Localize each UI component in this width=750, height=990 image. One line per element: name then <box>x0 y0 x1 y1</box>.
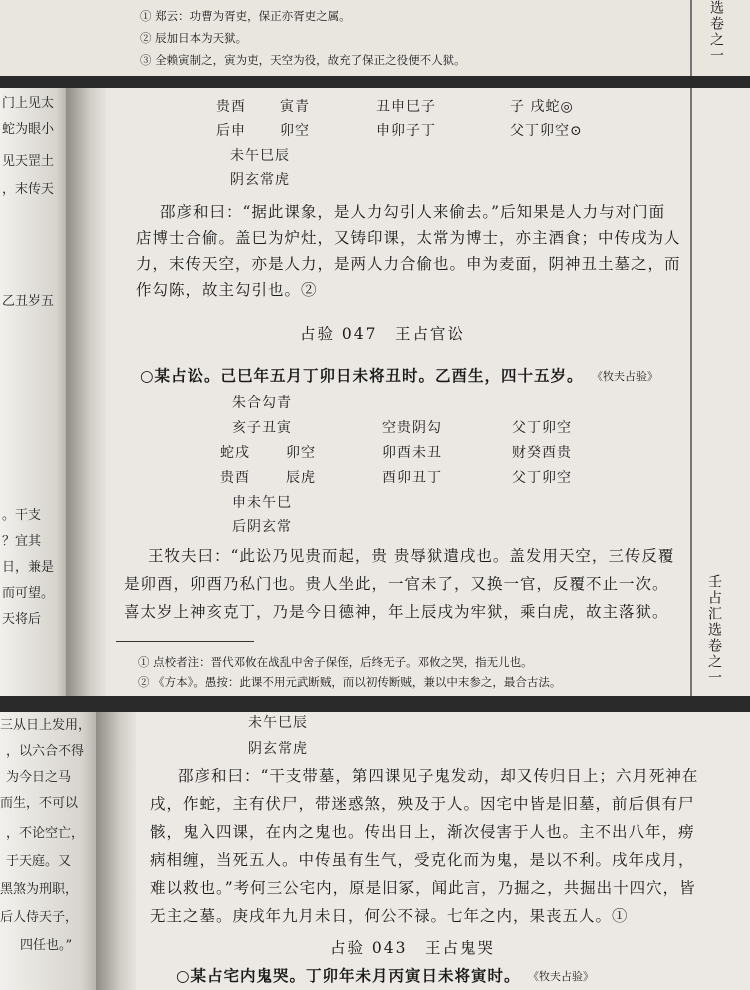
book-spine-shadow <box>66 88 106 696</box>
gua-cell: 空贵阴勾 <box>382 420 442 436</box>
gua-cell: 阴玄常虎 <box>230 172 290 188</box>
footnote-line: ② 《方本》。愚按：此课不用元武断贼，而以初传断贼，兼以中末参之，最合古法。 <box>138 675 562 689</box>
edge-line: 而生，不可以 <box>0 796 79 811</box>
page-edge-line <box>690 0 692 76</box>
edge-line: 天将后 <box>2 612 42 627</box>
footnote-line: ① 点校者注：晋代邓攸在战乱中舍子保侄，后终无子。邓攸之哭，指无儿也。 <box>138 655 533 669</box>
text-line: 是卯酉，卯酉乃私门也。贵人坐此，一官未了，又换一官，反覆不止一次。 <box>124 575 669 593</box>
gua-cell: 未午巳辰 <box>248 715 308 731</box>
lesson-title: 占验 043 王占鬼哭 <box>330 939 496 957</box>
left-page-edge <box>0 712 96 990</box>
edge-line: ，以六合不得 <box>6 744 85 759</box>
edge-line: 日，兼是 <box>2 560 55 575</box>
gua-cell: 辰虎 <box>286 470 316 486</box>
gua-cell: 寅青 <box>280 99 310 115</box>
text-line: 邵彦和曰：“据此课象，是人力勾引人来偷去。”后知果是人力与对门面 <box>160 203 666 221</box>
gua-cell: 朱合勾青 <box>232 395 292 411</box>
edge-line: 黑煞为刑职， <box>0 882 79 897</box>
text-line: 难以救也。”考何三公宅内，原是旧冢，闻此言，乃掘之，共掘出十四穴，皆 <box>150 879 696 897</box>
text-line: 王牧夫曰：“此讼乃见贵而起，贵 贵辱狱遣戌也。盖发用天空，三传反覆 <box>148 547 675 565</box>
gua-cell: 贵酉 <box>220 470 250 486</box>
gua-cell: 酉卯丑丁 <box>382 470 442 486</box>
lesson-source: 《牧夫占验》 <box>592 370 658 383</box>
gua-cell: 卯酉未丑 <box>382 445 442 461</box>
text-line: 作勾陈，故主勾引也。② <box>136 281 318 299</box>
text-line: 无主之墓。庚戌年九月未日，何公不禄。七年之内，果丧五人。① <box>150 907 629 925</box>
edge-line: 。干支 <box>2 508 42 523</box>
lesson-question: ○某占讼。己巳年五月丁卯日未将丑时。乙酉生，四十五岁。 <box>140 366 584 385</box>
text-line: 邵彦和曰：“干支带墓，第四课见子鬼发动，却又传归日上；六月死神在 <box>178 767 699 785</box>
gua-cell: 子 戌蛇◎ <box>510 99 574 115</box>
edge-line: ，不论空亡， <box>6 826 85 841</box>
gua-cell: 卯空 <box>280 123 310 139</box>
footnote-rule <box>116 641 254 642</box>
gua-cell: 后申 <box>216 123 246 139</box>
footnote-3: ③ 全赖寅制之，寅为吏，天空为役，故充了保正之役便不人狱。 <box>140 53 466 67</box>
edge-line: 后人侍天子， <box>0 910 79 925</box>
edge-line: 三从日上发用， <box>0 718 92 733</box>
gua-cell: 蛇戌 <box>220 445 250 461</box>
edge-line: 见天罡土 <box>2 154 55 169</box>
text-line: 病相缠，当死五人。中传虽有生气，受克化而为鬼，是以不利。戌年戌月， <box>150 851 695 869</box>
side-label-top: 选卷之一 <box>708 0 724 64</box>
gua-cell: 父丁卯空 <box>512 420 572 436</box>
edge-line: ？宜其 <box>2 534 42 549</box>
edge-line: 于天庭。又 <box>6 854 72 869</box>
gua-cell: 父丁卯空⊙ <box>510 123 583 139</box>
lesson-source: 《牧夫占验》 <box>528 970 594 983</box>
side-label-middle: 壬占汇选卷之一 <box>706 574 722 686</box>
gua-cell: 贵酉 <box>216 99 246 115</box>
gua-cell: 丑申巳子 <box>376 99 436 115</box>
gua-cell: 亥子丑寅 <box>232 420 292 436</box>
gua-cell: 卯空 <box>286 445 316 461</box>
middle-page-scan <box>0 88 750 696</box>
gua-cell: 后阴玄常 <box>232 519 292 535</box>
text-line: 喜太岁上神亥克丁，乃是今日德神，年上辰戌为牢狱，乘白虎，故主落狱。 <box>124 603 669 621</box>
edge-line: 门上见太 <box>2 96 55 111</box>
edge-line: ，末传天 <box>2 182 55 197</box>
gua-cell: 未午巳辰 <box>230 148 290 164</box>
left-page-edge <box>0 88 66 696</box>
lesson-title: 占验 047 王占官讼 <box>300 325 466 343</box>
edge-line: 四任也。” <box>20 938 73 953</box>
page-edge-line <box>690 88 692 696</box>
bottom-page-scan <box>0 712 750 990</box>
gua-cell: 财癸酉贵 <box>512 445 572 461</box>
text-line: 力，末传天空，亦是人力，是两人力合偷也。申为麦面，阴神丑土墓之，而 <box>136 255 681 273</box>
text-line: 骸，鬼入四课，在内之鬼也。传出日上，渐次侵害于人也。主不出八年，痨 <box>150 823 695 841</box>
edge-line: 而可望。 <box>2 586 55 601</box>
edge-line: 乙丑岁五 <box>2 294 55 309</box>
text-line: 店博士合偷。盖巳为炉灶，又铸印课，太常为博士，亦主酒食；中传戌为人 <box>136 229 681 247</box>
gua-cell: 阴玄常虎 <box>248 741 308 757</box>
gua-cell: 申未午巳 <box>232 495 292 511</box>
lesson-question: ○某占宅内鬼哭。丁卯年未月丙寅日未将寅时。 <box>176 966 521 985</box>
footnote-2: ② 辰加日本为天狱。 <box>140 31 248 45</box>
top-page-scan <box>0 0 750 76</box>
text-line: 戌，作蛇，主有伏尸，带迷惑煞，殃及于人。因宅中皆是旧墓，前后俱有尸 <box>150 795 695 813</box>
edge-line: 为今日之马 <box>6 770 72 785</box>
footnote-1: ① 郑云：功曹为胥吏，保正亦胥吏之属。 <box>140 9 351 23</box>
gua-cell: 父丁卯空 <box>512 470 572 486</box>
book-spine-shadow <box>96 712 136 990</box>
gua-cell: 申卯子丁 <box>376 123 436 139</box>
edge-line: 蛇为眼小 <box>2 122 55 137</box>
